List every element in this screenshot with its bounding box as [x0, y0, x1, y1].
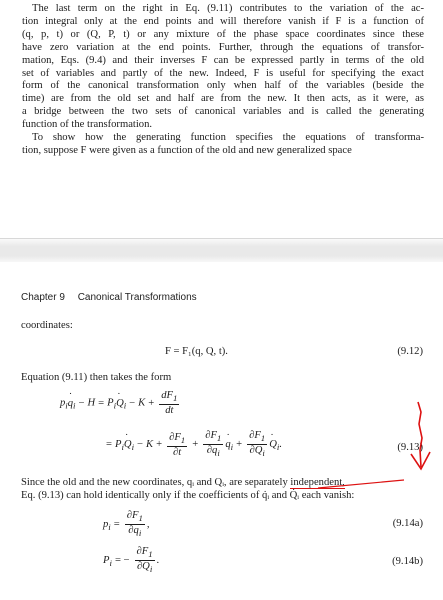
chapter-title: Canonical Transformations — [77, 292, 197, 303]
equation-number: (9.14b) — [392, 556, 423, 567]
page-separator — [0, 238, 443, 264]
page-bottom — [0, 262, 443, 600]
sentence-text: Since the old and the new coordinates, qᵢ and Qᵢ, are separately — [21, 477, 288, 488]
text-line: set of variables and partly of the new. Indeed, F is useful for specifying the exact — [22, 67, 424, 79]
text-line: To show how the generating function specifies the equations of transforma- — [32, 132, 424, 144]
text-line: (q, p, t) or (Q, P, t) or any mixture of the phase space coordinates since these — [22, 28, 424, 40]
text-line: mation, Eqs. (9.4) and their inverses F can be expressed partly in terms of the old — [22, 54, 424, 66]
text-line: time) are from the old set and half are from the new. It then acts, as it were, as — [22, 93, 424, 105]
text-line: function of the transformation. — [22, 119, 153, 131]
text-line: have zero variation at the end points. Further, through the equations of transfor- — [22, 41, 424, 53]
equation-9-14b: $P_i$ = − $\frac{\partial F_1}{\partial Q_i}$ . — [103, 546, 160, 575]
text-line: tion, suppose F were given as a function of the old and new generalized space — [22, 144, 352, 156]
red-annotation-arrow — [0, 262, 443, 600]
equation-9-13-line1: $p_iq$ $˙_i - H = P_iQ$ $˙_i - K$ + $\frac{dF_1}{dt}$ — [60, 390, 181, 416]
sentence-coefficients: Eq. (9.13) can hold identically only if the coefficients of q̇ᵢ and Q̇ᵢ each vanish: — [21, 490, 355, 501]
text-line: The last term on the right in Eq. (9.11) contributes to the variation of the ac- — [32, 3, 424, 14]
coordinates-word: coordinates: — [21, 320, 73, 331]
equation-9-13-line2: = $P_iQ$ $˙_i - K$ + $\frac{\partial F_1}{\partial t}$ + $\frac{\partial F_1}{\partial q_i}$ q $˙_i$ + $\frac{\partial F_1}{\partial Q_i}$ Q $˙_i$. — [103, 430, 282, 459]
equation-number: (9.13) — [397, 442, 423, 453]
equation-intro: Equation (9.11) then takes the form — [21, 372, 172, 383]
text-line: form of the canonical transformation only when half of the variables (beside the — [22, 80, 424, 92]
equation-number: (9.12) — [397, 346, 423, 357]
underlined-word: independent, — [290, 477, 345, 488]
text-line: tion integral only at the end points and will therefore vanish if F is a function of — [22, 15, 424, 27]
text-line: a bridge between the two sets of canonical variables and is called the generating — [22, 106, 424, 118]
chapter-label: Chapter 9 — [21, 292, 65, 303]
paragraph-generating-function — [22, 3, 424, 158]
page-top — [0, 0, 443, 238]
equation-9-12: F = F₁(q, Q, t). — [165, 346, 228, 357]
equation-number: (9.14a) — [392, 518, 423, 529]
equation-9-14a: $p_i$ = $\frac{\partial F_1}{\partial q_i}$ , — [103, 510, 150, 539]
